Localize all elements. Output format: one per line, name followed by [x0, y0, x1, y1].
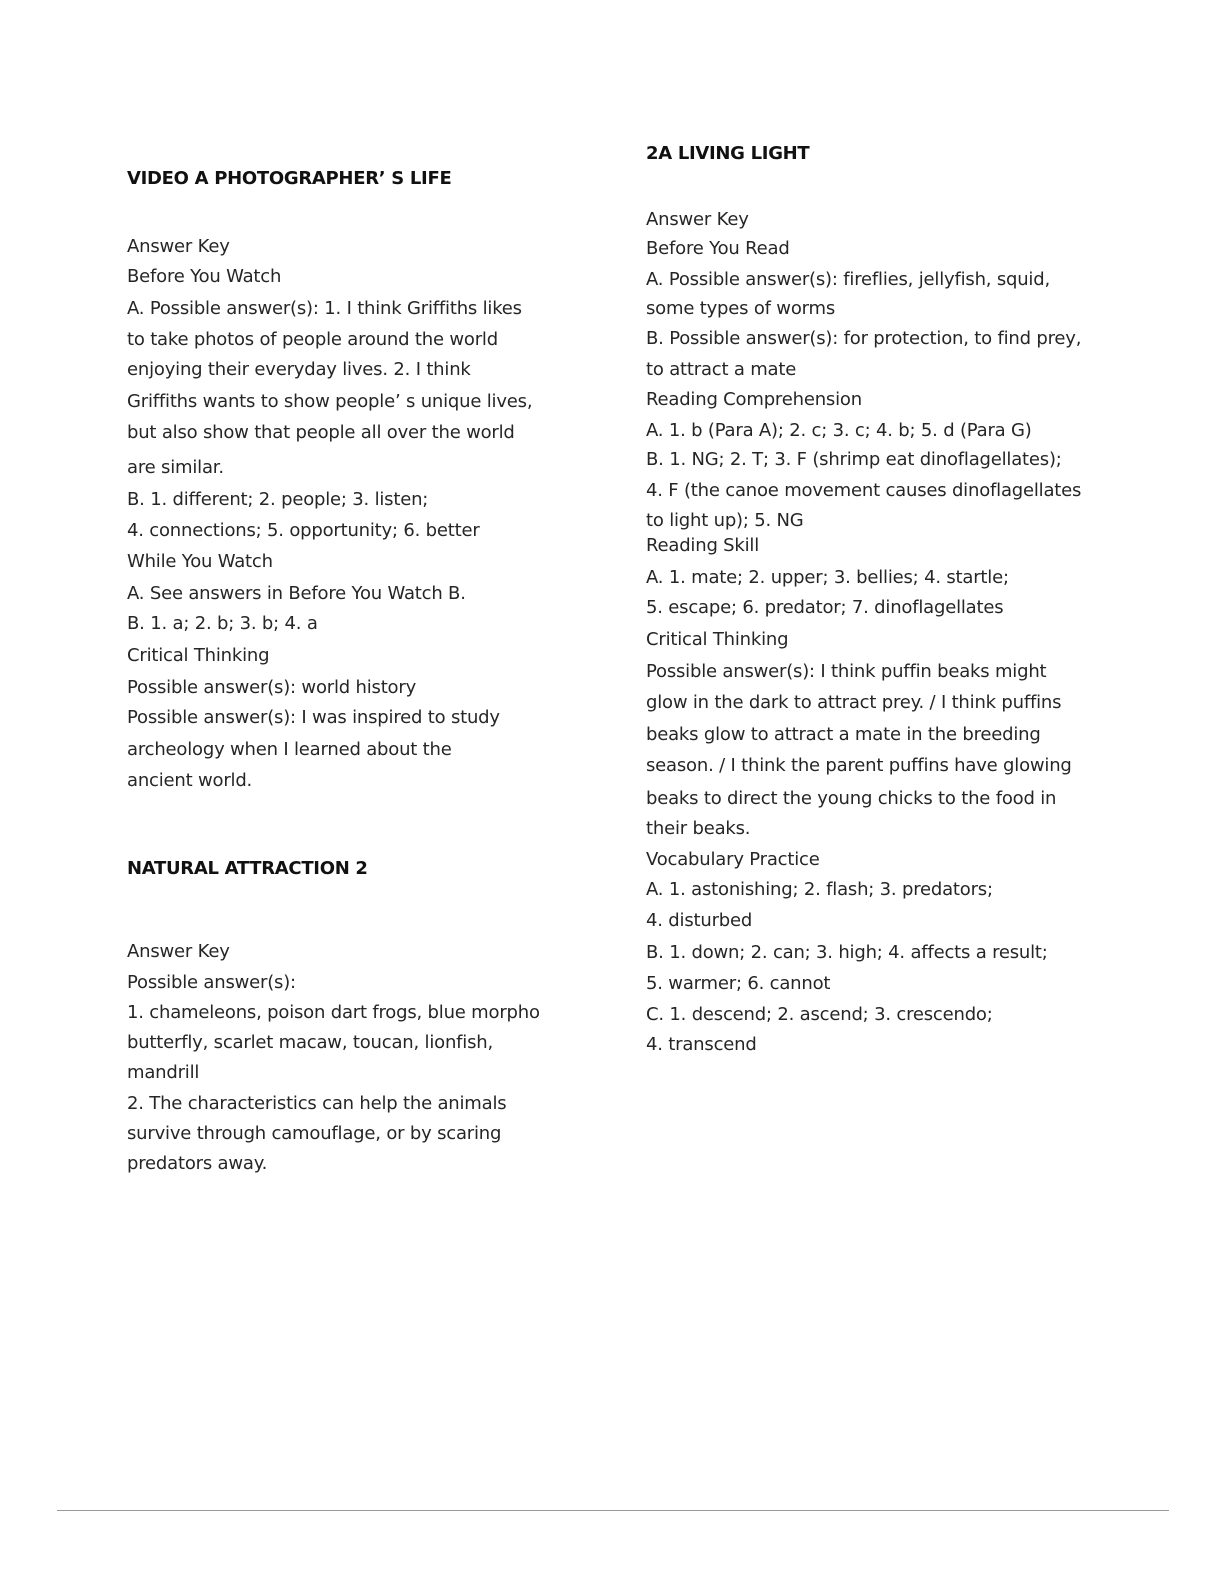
text-line: Before You Watch [127, 266, 282, 287]
text-line: Vocabulary Practice [646, 849, 820, 870]
text-line: Possible answer(s): world history [127, 677, 417, 698]
text-line: A. 1. b (Para A); 2. c; 3. c; 4. b; 5. d (Para G) [646, 420, 1032, 441]
text-line: predators away. [127, 1153, 268, 1174]
text-line: 2. The characteristics can help the animals [127, 1093, 507, 1114]
text-line: Before You Read [646, 238, 790, 259]
text-line: 4. F (the canoe movement causes dinoflagellates [646, 480, 1082, 501]
text-line: A. Possible answer(s): fireflies, jellyfish, squid, [646, 269, 1050, 290]
text-line: C. 1. descend; 2. ascend; 3. crescendo; [646, 1004, 993, 1025]
text-line: glow in the dark to attract prey. / I think puffins [646, 692, 1062, 713]
text-line: B. 1. a; 2. b; 3. b; 4. a [127, 613, 318, 634]
text-line: ancient world. [127, 770, 253, 791]
text-line: A. 1. astonishing; 2. flash; 3. predators; [646, 879, 993, 900]
text-line: While You Watch [127, 551, 273, 572]
text-line: beaks glow to attract a mate in the breeding [646, 724, 1041, 745]
text-line: B. 1. different; 2. people; 3. listen; [127, 489, 429, 510]
text-line: to light up); 5. NG [646, 510, 804, 531]
section-heading-natural-attraction: NATURAL ATTRACTION 2 [127, 858, 368, 879]
text-line: Reading Skill [646, 535, 760, 556]
text-line: B. 1. down; 2. can; 3. high; 4. affects a result; [646, 942, 1048, 963]
text-line: 5. escape; 6. predator; 7. dinoflagellates [646, 597, 1004, 618]
text-line: 4. disturbed [646, 910, 753, 931]
text-line: 5. warmer; 6. cannot [646, 973, 831, 994]
text-line: Possible answer(s): I was inspired to study [127, 707, 500, 728]
text-line: are similar. [127, 457, 224, 478]
text-line: to take photos of people around the world [127, 329, 498, 350]
text-line: Answer Key [646, 209, 749, 230]
footer-divider [57, 1510, 1169, 1511]
text-line: their beaks. [646, 818, 751, 839]
text-line: A. 1. mate; 2. upper; 3. bellies; 4. startle; [646, 567, 1009, 588]
section-heading-photographers-life: VIDEO A PHOTOGRAPHER’ S LIFE [127, 168, 452, 189]
text-line: Answer Key [127, 236, 230, 257]
text-line: to attract a mate [646, 359, 797, 380]
section-heading-living-light: 2A LIVING LIGHT [646, 143, 810, 164]
text-line: some types of worms [646, 298, 836, 319]
text-line: but also show that people all over the world [127, 422, 515, 443]
text-line: 4. transcend [646, 1034, 757, 1055]
text-line: Critical Thinking [127, 645, 270, 666]
text-line: mandrill [127, 1062, 200, 1083]
text-line: B. Possible answer(s): for protection, to find prey, [646, 328, 1082, 349]
text-line: Griffiths wants to show people’ s unique lives, [127, 391, 533, 412]
text-line: enjoying their everyday lives. 2. I think [127, 359, 471, 380]
text-line: Reading Comprehension [646, 389, 862, 410]
text-line: survive through camouflage, or by scaring [127, 1123, 502, 1144]
text-line: Possible answer(s): I think puffin beaks might [646, 661, 1047, 682]
text-line: season. / I think the parent puffins have glowing [646, 755, 1072, 776]
text-line: 1. chameleons, poison dart frogs, blue morpho [127, 1002, 540, 1023]
text-line: Critical Thinking [646, 629, 789, 650]
text-line: A. Possible answer(s): 1. I think Griffiths likes [127, 298, 522, 319]
text-line: beaks to direct the young chicks to the food in [646, 788, 1057, 809]
text-line: B. 1. NG; 2. T; 3. F (shrimp eat dinoflagellates); [646, 449, 1062, 470]
text-line: Possible answer(s): [127, 972, 296, 993]
text-line: 4. connections; 5. opportunity; 6. better [127, 520, 480, 541]
text-line: A. See answers in Before You Watch B. [127, 583, 466, 604]
text-line: butterfly, scarlet macaw, toucan, lionfish, [127, 1032, 493, 1053]
text-line: archeology when I learned about the [127, 739, 452, 760]
text-line: Answer Key [127, 941, 230, 962]
